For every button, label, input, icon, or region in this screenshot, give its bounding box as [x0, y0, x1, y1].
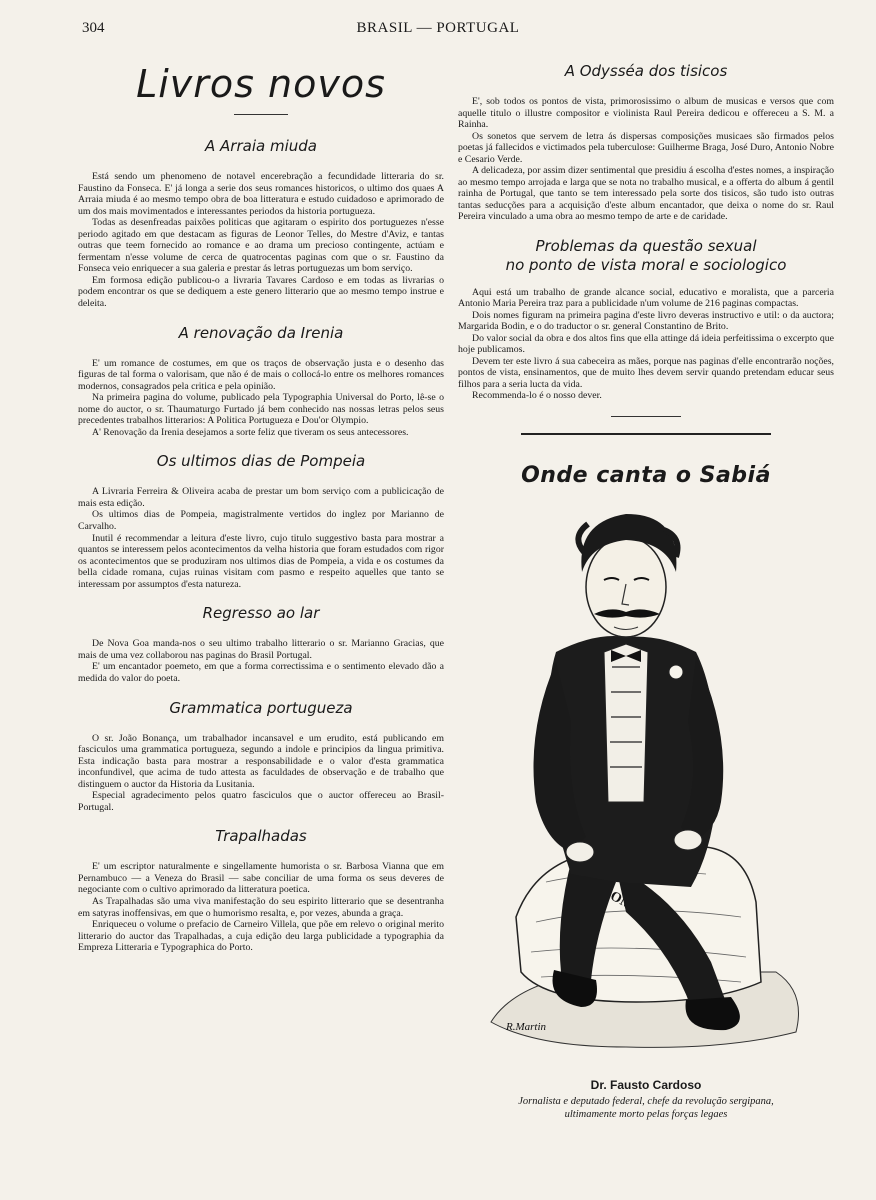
review-paragraph: Os ultimos dias de Pompeia, magistralmente vertidos do inglez por Marianno de Carvalho.: [78, 509, 444, 533]
running-title: BRASIL — PORTUGAL: [356, 20, 520, 36]
review-paragraph: A' Renovação da Irenia desejamos a sorte feliz que tiveram os seus antecessores.: [92, 426, 409, 438]
review-paragraph: De Nova Goa manda-nos o seu ultimo trabalho litterario o sr. Marianno Gracias, que mais de uma vez collaborou nas paginas do Brasil Portugal.: [78, 638, 444, 661]
review-paragraph: Especial agradecimento pelos quatro fasciculos que o auctor offereceu ao Brasil-Portugal.: [78, 790, 444, 813]
review-paragraph: A delicadeza, por assim dizer sentimental que presidiu á escolha d'estes nomes, a inspiração ao mesmo tempo arrojada e larga que se nota no trabalho musical, e a offerta do album á gentil rainha de Portugal, que tanto se tem interessado pela sorte dos tisicos, são tudo isto outras tantas seducções para a acquisição d'este album encantador, que deixa o nome do sr. Raul Pereira vinculado a uma obra ao mesmo tempo de arte e de caridade.: [458, 165, 834, 223]
review-paragraph: Em formosa edição publicou-o a livraria Tavares Cardoso e em todas as livrarias o podem encontrar os que se dediquem a este genero litterario que ao mesmo tempo instrue e deleita.: [78, 274, 444, 310]
review-title-pompeia: Os ultimos dias de Pompeia: [156, 452, 366, 471]
review-paragraph: Está sendo um phenomeno de notavel encerebração a fecundidade litteraria do sr. Faustino da Fonseca. E' já longa a serie dos seus romances historicos, o ultimo dos quaes A Arraia miuda é ao mesmo tempo obra de boa litteratura e estudo cuidadoso e aprimorado de um dos mais movimentados e interessantes periodos da historia portugueza.: [78, 171, 444, 217]
artist-signature: R.Martin: [506, 1020, 547, 1033]
review-paragraph: O sr. João Bonança, um trabalhador incansavel e um erudito, está publicando em fasciculos uma grammatica portugueza, segundo a indole e principios da lingua primitiva. Esta indicação basta para mostrar a responsabilidade e o valor d'esta grammatica inconfundivel, que acima de tudo attesta as faculdades de observação e de trabalho que distinguem o auctor da Historia da Lusitania.: [78, 732, 444, 790]
review-paragraph: As Trapalhadas são uma viva manifestação do seu espirito litterario que se desentranha em satyras inoffensivas, em que o humorismo resalta, e, por vezes, abunda a graça.: [78, 895, 444, 919]
right-column: [458, 58, 834, 1121]
review-paragraph: A Livraria Ferreira & Oliveira acaba de prestar um bom serviço com a publicicação de mais esta edição.: [78, 486, 444, 509]
feature-title: Onde canta o Sabiá: [521, 462, 771, 488]
review-paragraph: Recommenda-lo é o nosso dever.: [472, 390, 602, 402]
caption-name: Dr. Fausto Cardoso: [590, 1077, 702, 1092]
review-paragraph: Enriqueceu o volume o prefacio de Carneiro Villela, que põe em relevo o original merito litterario do auctor das Trapalhadas, a cuja edição deu larga publicidade a typographia da Empreza Litteraria e Typographica do Porto.: [78, 919, 444, 954]
review-paragraph: Dois nomes figuram na primeira pagina d'este livro deveras instructivo e util: o da auctora; Margarida Bodin, e o do traductor o sr. general Constantino de Brito.: [458, 309, 834, 333]
review-paragraph: Do valor social da obra e dos altos fins que ella attinge dá ideia perfeitissima o excerpto que hoje publicamos.: [458, 332, 834, 356]
review-title-line: Problemas da questão sexual: [535, 237, 757, 256]
caricature-illustration: [476, 502, 816, 1072]
review-paragraph: Na primeira pagina do volume, publicado pela Typographia Universal do Porto, lê-se o nome do auctor, o sr. Thaumaturgo Furtado já bem conhecido nas nossas letras pelos seus precedentes trabalhos litterarios: A Politica Portugueza e Dou'or Olympio.: [78, 392, 444, 427]
review-title-grammatica: Grammatica portugueza: [169, 698, 353, 717]
review-title-regresso: Regresso ao lar: [202, 604, 320, 623]
section-masthead: Livros novos: [136, 62, 386, 106]
review-paragraph: Devem ter este livro á sua cabeceira as mães, porque nas paginas d'elle encontrarão noções, pontos de vista, ensinamentos, que de muito lhes devem servir quando pretendam educar seus filhos para a seria lucta da vida.: [458, 355, 834, 390]
review-title-irenia: A renovação da Irenia: [178, 323, 344, 342]
review-paragraph: Aqui está um trabalho de grande alcance social, educativo e moralista, que a parceria Antonio Maria Pereira traz para a publicidade n'um volume de 216 paginas compactas.: [458, 286, 834, 310]
review-paragraph: E' um escriptor naturalmente e singellamente humorista o sr. Barbosa Vianna que em Pernambuco — a Veneza do Brasil — sabe conciliar de uma forma os seus deveres de negociante com o cultivo aprimorado da litteratura poetica.: [78, 861, 444, 896]
review-title-odyssea: A Odysséa dos tisicos: [564, 62, 728, 80]
left-column: [78, 58, 444, 954]
caricature-drawing: [476, 502, 816, 1072]
review-paragraph: E' um romance de costumes, em que os traços de observação justa e o desenho das figuras de tal forma o valorisam, que não é de mais o collocá-lo entre os melhores romances modernos, consagrados pela critica e pela opinião.: [78, 357, 444, 392]
page-number: 304: [82, 20, 105, 36]
caption-description: [458, 1096, 834, 1121]
review-title-line: no ponto de vista moral e sociologico: [505, 255, 787, 274]
caption-line: Jornalista e deputado federal, chefe da revolução sergipana,: [518, 1095, 774, 1107]
review-paragraph: E', sob todos os pontos de vista, primorosissimo o album de musicas e versos que com aquelle titulo o illustre compositor e violinista Raul Pereira dedicou e offereceu a S. M. a Rainha.: [458, 96, 834, 131]
review-title-problemas: [458, 237, 834, 275]
review-title-trapalhadas: Trapalhadas: [215, 827, 307, 846]
review-paragraph: Os sonetos que servem de letra ás dispersas composições musicaes são firmados pelos poetas já fallecidos e victimados pela tuberculose: Guilherme Braga, José Duro, Antonio Nobre e Cesario Verde.: [458, 130, 834, 165]
section-rule: [611, 416, 681, 417]
review-paragraph: Todas as desenfreadas paixões politicas que agitaram o espirito dos portuguezes n'esse periodo agitado em que destacam as figuras de Leonor Telles, do Mestre d'Aviz, e tantas outras que teem fornecido ao romance e ao drama um precioso contingente, actúam e fermentam n'esse volume de cerca de quatrocentas paginas com que o sr. Faustino da Fonseca veio enriquecer a sua galeria e prestar ás letras portuguezas um bom serviço.: [78, 217, 444, 275]
review-paragraph: E' um encantador poemeto, em que a forma correctissima e o sentimento elevado dão a medida do valor do poeta.: [78, 661, 444, 684]
feature-rule: [521, 433, 771, 435]
masthead-rule: [234, 114, 288, 115]
review-paragraph: Inutil é recommendar a leitura d'este livro, cujo titulo suggestivo basta para mostrar a quantos se interessem pelos acontecimentos da velha historia que foram estudados com rigor os acontecimentos que se produziram nos ultimos dias de Pompeia, a vida e os costumes da bella cidade romana, cujas ruinas visitam com pasmo e respeito aquelles que tanto se interessam por assumptos d'esta natureza.: [78, 532, 444, 590]
review-title-arraia: A Arraia miuda: [205, 137, 317, 155]
caption-line: ultimamente morto pelas forças legaes: [564, 1108, 728, 1120]
